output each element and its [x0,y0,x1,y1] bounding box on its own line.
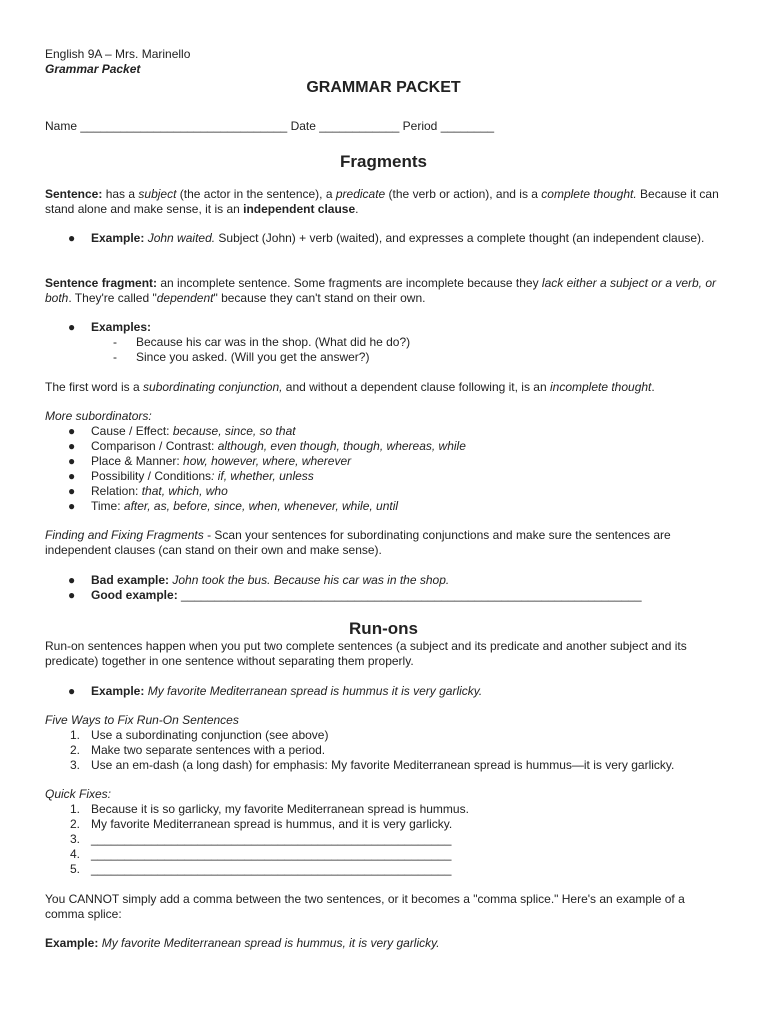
runons-intro: Run-on sentences happen when you put two complete sentences (a subject and its predicate and another subject and its predicate) together in one sentence without separating them properly. [45,639,687,668]
way-item: Use a subordinating conjunction (see above) [91,728,329,742]
course-line: English 9A – Mrs. Marinello [45,47,191,61]
list-number: 3. [69,758,80,772]
list-number: 1. [69,802,80,816]
bad-example: Bad example: John took the bus. Because his car was in the shop. [91,573,450,587]
list-number: 1. [69,728,80,742]
page-title: GRAMMAR PACKET [306,79,461,96]
way-item: Use an em-dash (a long dash) for emphasis: My favorite Mediterranean spread is hummus—it is very garlicky. [91,758,675,772]
dash-icon: - [113,350,117,364]
fix-blank: ______________________________________________________ [91,862,452,876]
subordinator-item: Place & Manner: how, however, where, wherever [91,454,352,468]
subordinator-item: Comparison / Contrast: although, even though, though, whereas, while [91,439,466,453]
fragment-example: Because his car was in the shop. (What did he do?) [136,335,411,349]
finding-fixing-note: Finding and Fixing Fragments - Scan your sentences for subordinating conjunctions and make sure the sentences are independent clauses (can stand on their own and make sense). [45,528,671,557]
bullet-icon: ● [68,684,76,698]
fragment-definition: Sentence fragment: an incomplete sentence. Some fragments are incomplete because they lack either a subject or a verb, or both. They're called "dependent" because they can't stand on their own. [45,276,717,305]
list-number: 4. [69,847,80,861]
bullet-icon: ● [68,439,76,453]
subordinator-item: Cause / Effect: because, since, so that [91,424,296,438]
more-subordinators-label: More subordinators: [45,409,152,423]
comma-splice-note: You CANNOT simply add a comma between the two sentences, or it becomes a "comma splice." Here's an example of a comma splice: [45,892,685,921]
bullet-icon: ● [68,469,76,483]
list-number: 2. [69,743,80,757]
fragment-example: Since you asked. (Will you get the answer?) [136,350,370,364]
bullet-icon: ● [68,573,76,587]
runons-heading: Run-ons [349,619,418,638]
first-word-note: The first word is a subordinating conjunction, and without a dependent clause following it, is an incomplete thought. [45,380,655,394]
comma-splice-example: Example: My favorite Mediterranean spread is hummus, it is very garlicky. [45,936,440,950]
bullet-icon: ● [68,231,76,245]
subordinator-item: Time: after, as, before, since, when, whenever, while, until [91,499,399,513]
runon-example: Example: My favorite Mediterranean spread is hummus it is very garlicky. [91,684,483,698]
list-number: 2. [69,817,80,831]
subordinator-item: Possibility / Conditions: if, whether, unless [91,469,314,483]
bullet-icon: ● [68,424,76,438]
sentence-example: Example: John waited. Subject (John) + verb (waited), and expresses a complete thought (an independent clause). [91,231,705,245]
list-number: 3. [69,832,80,846]
way-item: Make two separate sentences with a period. [91,743,326,757]
subordinator-item: Relation: that, which, who [91,484,228,498]
quick-fixes-label: Quick Fixes: [45,787,112,801]
fix-blank: ______________________________________________________ [91,832,452,846]
sentence-definition: Sentence: has a subject (the actor in the sentence), a predicate (the verb or action), and is a complete thought. Because it can stand alone and make sense, it is an independent clause. [45,187,719,216]
bullet-icon: ● [68,484,76,498]
packet-subtitle: Grammar Packet [45,62,141,76]
good-example: Good example: _____________________________________________________________________ [91,588,642,602]
fragments-heading: Fragments [340,152,427,171]
list-number: 5. [69,862,80,876]
bullet-icon: ● [68,588,76,602]
bullet-icon: ● [68,320,76,334]
fix-item: Because it is so garlicky, my favorite Mediterranean spread is hummus. [91,802,469,816]
bullet-icon: ● [68,499,76,513]
examples-label: Examples: [91,320,152,334]
dash-icon: - [113,335,117,349]
fix-blank: ______________________________________________________ [91,847,452,861]
five-ways-label: Five Ways to Fix Run-On Sentences [45,713,239,727]
name-date-period-line: Name _______________________________ Date ____________ Period ________ [45,119,495,133]
fix-item: My favorite Mediterranean spread is hummus, and it is very garlicky. [91,817,453,831]
bullet-icon: ● [68,454,76,468]
